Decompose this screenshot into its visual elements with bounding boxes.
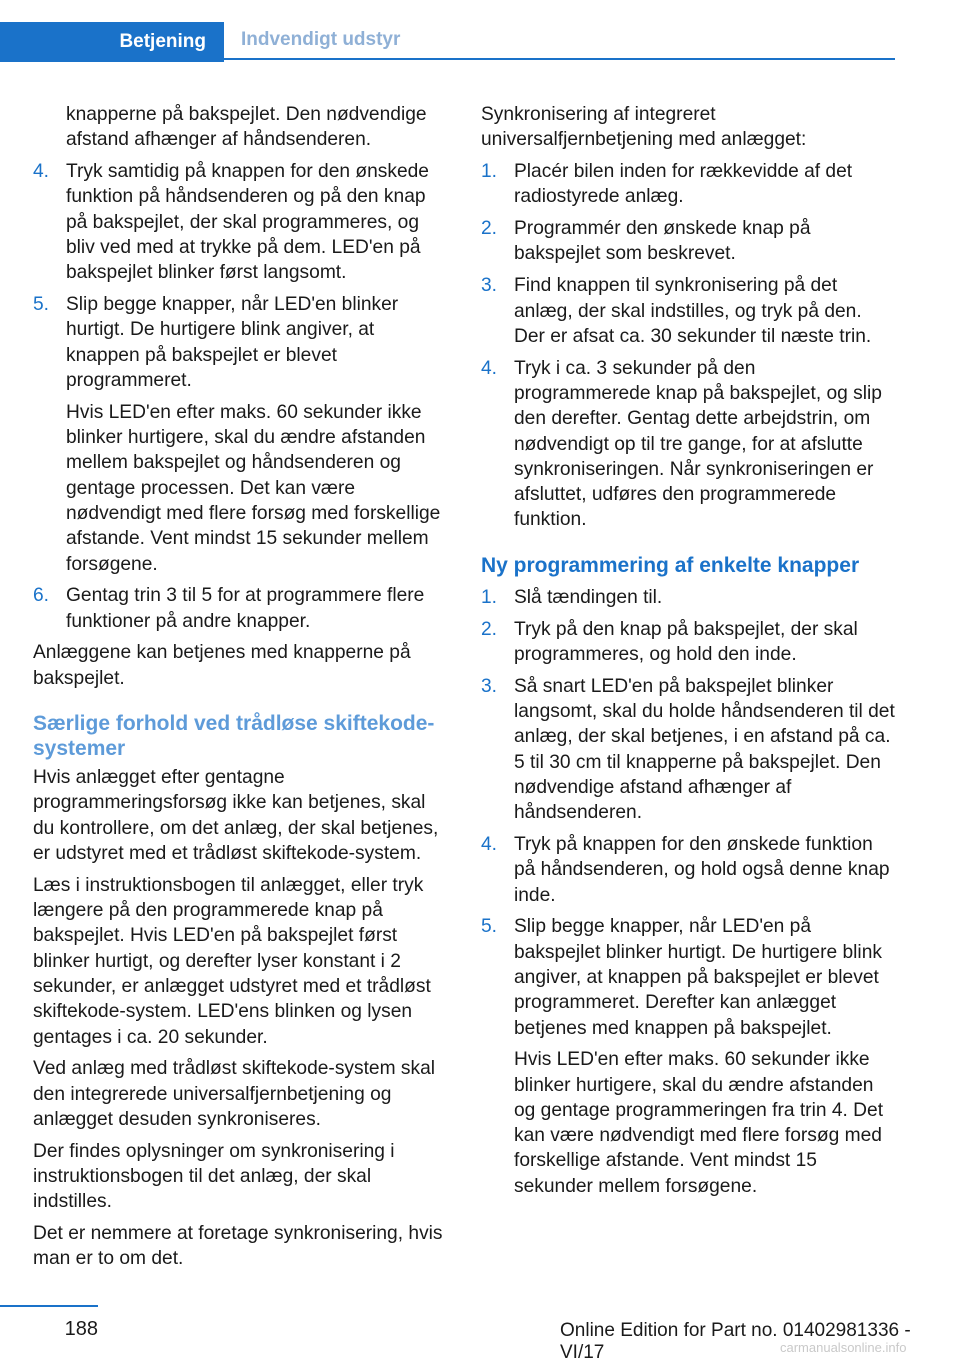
edition-text: Online Edition for Part no. 01402981336 - VI/17	[560, 1320, 911, 1363]
step-text: Slip begge knapper, når LED'en blinker hurtigt. De hurtigere blink angiver, at knappen på bakspejlet er blevet programmeret. Hvis LED'en efter maks. 60 sekunder ikke blinker hurtigere, skal du ændre afstanden mellem bakspejlet og håndsenderen og gentage processen. Det kan være nødvendigt med flere forsøg med forskellige afstande. Vent mindst 15 sekunder mellem forsøgene.	[66, 294, 441, 575]
step-text: Programmér den ønskede knap på bakspejlet som beskrevet.	[514, 218, 811, 265]
step-number: 4.	[481, 833, 498, 855]
list-item	[33, 583, 449, 634]
list-item	[481, 832, 895, 908]
paragraph: Synkronisering af integreret universalfjernbetjening med anlægget:	[481, 104, 807, 151]
step-number: 2.	[481, 218, 498, 240]
step-text: Tryk samtidig på knappen for den ønskede funktion på håndsenderen og på den knap på bakspejlet, der skal programmeres, og bliv ved med at trykke på dem. LED'en på bakspejlet blinker først langsomt.	[66, 161, 429, 284]
step-text: Slå tændingen til.	[514, 586, 663, 608]
step-text: Gentag trin 3 til 5 for at programmere flere funktioner på andre knapper.	[66, 585, 425, 632]
list-item	[481, 159, 895, 210]
list-item	[481, 273, 895, 349]
step-text: Tryk på den knap på bakspejlet, der skal programmeres, og hold den inde.	[514, 618, 858, 665]
step-text: Tryk i ca. 3 sekunder på den programmerede knap på bakspejlet, og slip den derefter. Gentag dette arbejdstrin, om nødvendigt op til tre gange, for at afslutte synkroniseringen. Når synkroniseringen er afsluttet, udføres den programmerede funktion.	[514, 357, 882, 531]
continued-step-text: knapperne på bakspejlet. Den nødvendige afstand afhænger af håndsenderen.	[66, 104, 427, 151]
step-number: 3.	[481, 275, 498, 297]
step-number: 5.	[481, 916, 498, 938]
list-item	[481, 216, 895, 267]
left-column	[33, 102, 449, 1278]
section-heading: Ny programmering af enkelte knapper	[481, 553, 860, 577]
paragraph: Hvis anlægget efter gentagne programmeringsforsøg ikke kan betjenes, skal du kontrollere, om det anlæg, der skal betjenes, er udstyret med et trådløst skiftekode-system.	[33, 767, 439, 864]
footer-divider	[0, 1305, 98, 1307]
list-item	[33, 292, 449, 577]
page-number: 188	[64, 1318, 98, 1340]
step-number: 3.	[481, 675, 498, 697]
step-number: 2.	[481, 618, 498, 640]
step-text: Slip begge knapper, når LED'en på bakspejlet blinker hurtigt. De hurtigere blink angiver, at knappen på bakspejlet er blevet programmeret. Derefter kan anlægget betjenes med knappen på bakspejlet. Hvis LED'en efter maks. 60 sekunder ikke blinker hurtigere, skal du ændre afstanden og gentage programmeringen fra trin 4. Det kan være nødvendigt med flere forsøg med forskellige afstande. Vent mindst 15 sekunder mellem forsøgene.	[514, 916, 884, 1197]
list-item	[481, 914, 895, 1199]
step-number: 5.	[33, 294, 50, 316]
step-number: 6.	[33, 585, 50, 607]
tab-betjening[interactable]: Betjening	[0, 22, 224, 62]
header-bar	[0, 0, 895, 62]
step-number: 4.	[33, 161, 50, 183]
watermark: carmanualsonline.info	[780, 1340, 907, 1355]
list-item	[481, 585, 895, 610]
paragraph: Der findes oplysninger om synkronisering i instruktionsbogen til det anlæg, der skal indstilles.	[33, 1140, 395, 1213]
step-text: Tryk på knappen for den ønskede funktion på håndsenderen, og hold også denne knap inde.	[514, 833, 890, 906]
step-number: 4.	[481, 357, 498, 379]
list-item	[33, 159, 449, 285]
step-text: Find knappen til synkronisering på det anlæg, der skal indstilles, og tryk på den. Der er afsat ca. 30 sekunder til næste trin.	[514, 275, 872, 347]
step-text: Så snart LED'en på bakspejlet blinker langsomt, skal du holde håndsenderen til det anlæg, der skal betjenes, i en afstand på ca. 5 til 30 cm til knapperne på bakspejlet. Den nødvendige afstand afhænger af håndsenderen.	[514, 675, 895, 824]
step-number: 1.	[481, 161, 498, 183]
right-column	[481, 102, 895, 1206]
list-item	[481, 617, 895, 668]
list-item	[481, 356, 895, 533]
step-text: Placér bilen inden for rækkevidde af det radiostyrede anlæg.	[514, 161, 853, 208]
list-item	[481, 674, 895, 826]
paragraph: Det er nemmere at foretage synkronisering, hvis man er to om det.	[33, 1223, 443, 1270]
paragraph: Ved anlæg med trådløst skiftekode-system skal den integrerede universalfjernbetjening og anlægget desuden synkroniseres.	[33, 1058, 436, 1130]
paragraph: Læs i instruktionsbogen til anlægget, eller tryk længere på den programmerede knap på bakspejlet. Hvis LED'en på bakspejlet først blinker hurtigt, og derefter lyser konstant i 2 sekunder, er anlægget udstyret med et trådløst skiftekode-system. LED'ens blinken og lysen gentages i ca. 20 sekunder.	[33, 874, 431, 1048]
step-number: 1.	[481, 586, 498, 608]
tab-indvendigt-udstyr[interactable]: Indvendigt udstyr	[224, 22, 895, 60]
section-heading: Særlige forhold ved trådløse skiftekode-systemer	[33, 712, 435, 761]
paragraph: Anlæggene kan betjenes med knapperne på bakspejlet.	[33, 642, 411, 689]
